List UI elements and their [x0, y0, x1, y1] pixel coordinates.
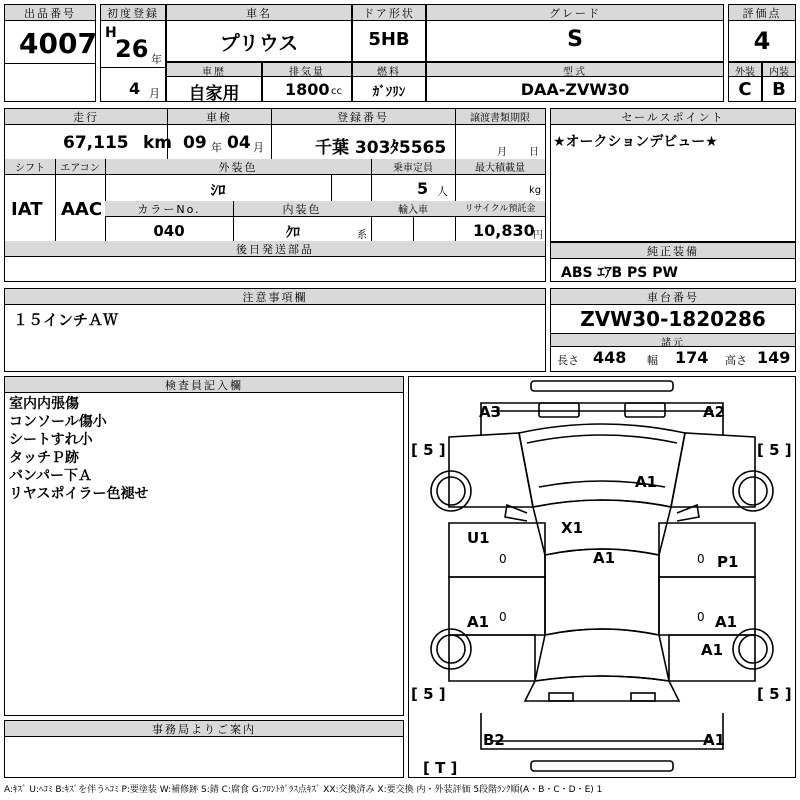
lot-label: 出品番号 [5, 5, 95, 21]
damage-mark-rear-A1: A1 [703, 731, 726, 749]
ac-value: AAC [61, 199, 103, 220]
equip-value: ABS ｴｱB PS PW [561, 265, 678, 281]
history-value: 自家用 [188, 84, 240, 104]
chassis-box [550, 288, 796, 372]
door-value: 5HB [368, 29, 410, 50]
chassis-label: 車台番号 [551, 289, 795, 305]
height-label: 高さ [725, 354, 747, 367]
inspector-line: バンパー下Ａ [9, 468, 93, 484]
grade-box [426, 4, 724, 62]
reg-year: 26 [115, 35, 149, 63]
int-value: B [772, 79, 786, 100]
shift-label: シフト [5, 159, 55, 175]
equip-label: 純正装備 [551, 243, 795, 259]
inspector-line: リヤスポイラー色褪せ [9, 486, 149, 502]
first-reg-label: 初度登録 [101, 5, 165, 21]
zero-mark: 0 [697, 610, 705, 624]
inspector-line: 室内内張傷 [9, 396, 79, 412]
damage-mark-roof-A1: A1 [593, 549, 616, 567]
recycle-unit: 円 [533, 230, 543, 241]
score-label: 評価点 [729, 5, 795, 21]
reg-month: 4 [129, 79, 141, 98]
transfer-label: 譲渡書類期限 [455, 109, 545, 125]
car-name: プリウス [219, 31, 299, 55]
history-box [166, 62, 262, 102]
insp-month: 04 [227, 133, 251, 153]
load-label: 最大積載量 [455, 159, 545, 175]
tire-label-spare: [ T ] [423, 759, 458, 777]
color-label: 外装色 [105, 159, 371, 175]
month-unit: 月 [149, 87, 160, 100]
lot-box [4, 4, 96, 102]
color-value: ｼﾛ [210, 181, 226, 199]
fuel-box [352, 62, 426, 102]
width-label: 幅 [647, 354, 658, 367]
grade-label: グレード [427, 5, 723, 21]
score-box [728, 4, 796, 62]
displacement-value: 1800 [285, 80, 330, 99]
length-label: 長さ [557, 354, 579, 367]
transfer-day: 日 [529, 147, 539, 158]
int-color-value: ｸﾛ [286, 225, 300, 241]
chassis-value: ZVW30-1820286 [580, 307, 766, 331]
width-value: 174 [675, 348, 709, 367]
capacity-value: 5 [417, 179, 429, 198]
displacement-box [262, 62, 352, 102]
car-name-box [166, 4, 352, 62]
interior-score-box [762, 62, 796, 102]
era: H [105, 25, 117, 41]
damage-mark-A3: A3 [479, 403, 502, 421]
office-label: 事務局よりご案内 [5, 721, 403, 737]
capacity-label: 乗車定員 [371, 159, 455, 175]
inspector-box [4, 376, 404, 716]
int-color-label: 内装色 [233, 201, 371, 217]
car-name-label: 車名 [167, 5, 351, 21]
inspector-line: タッチＰ跡 [9, 450, 79, 466]
model-label: 型式 [427, 63, 723, 77]
door-label: ドア形状 [353, 5, 425, 21]
first-registration-box [100, 4, 166, 102]
import-label: 輸入車 [371, 201, 455, 217]
plate-value: 千葉 303ﾀ5565 [315, 138, 447, 158]
inspection-label: 車検 [167, 109, 271, 125]
mileage-unit: km [143, 133, 173, 153]
damage-mark-hood-A1: A1 [635, 473, 658, 491]
tire-label-rear-right: [ 5 ] [757, 685, 792, 703]
insp-month-unit: 月 [253, 141, 264, 154]
caution-label: 注意事項欄 [5, 289, 545, 305]
history-label: 車歴 [167, 63, 261, 77]
selling-point-box [550, 108, 796, 242]
car-damage-diagram [409, 377, 795, 777]
damage-mark-rear-right-A1: A1 [701, 641, 724, 659]
damage-mark-U1: U1 [467, 529, 490, 547]
recycle-label: リサイクル預託金 [455, 201, 545, 217]
lot-number: 4007 [19, 27, 97, 60]
model-box [426, 62, 724, 102]
displacement-unit: cc [331, 86, 342, 97]
transfer-month: 月 [497, 147, 507, 158]
plate-label: 登録番号 [271, 109, 455, 125]
fuel-label: 燃料 [353, 63, 425, 77]
damage-mark-A2: A2 [703, 403, 726, 421]
office-box [4, 720, 404, 778]
mileage-value: 67,115 [63, 133, 129, 153]
selling-value: ★オークションデビュー★ [553, 134, 718, 150]
shift-value: IAT [11, 199, 43, 220]
damage-mark-B2: B2 [483, 731, 505, 749]
ac-label: エアコン [55, 159, 105, 175]
inspector-line: シートすれ小 [9, 432, 93, 448]
inspector-line: コンソール傷小 [9, 414, 107, 430]
inspector-label: 検査員記入欄 [5, 377, 403, 393]
tire-label-front-left: [ 5 ] [411, 441, 446, 459]
insp-year-unit: 年 [211, 141, 222, 154]
mileage-label: 走行 [5, 109, 167, 125]
zero-mark: 0 [697, 552, 705, 566]
ext-value: C [738, 79, 752, 100]
color-no-label: カラーNo. [105, 201, 233, 217]
displacement-label: 排気量 [263, 63, 351, 77]
capacity-unit: 人 [437, 185, 448, 198]
zero-mark: 0 [499, 610, 507, 624]
int-label: 内装 [763, 63, 795, 77]
color-no-value: 040 [153, 222, 185, 240]
damage-mark-P1: P1 [717, 553, 739, 571]
score-value: 4 [753, 27, 771, 55]
door-box [352, 4, 426, 62]
selling-label: セールスポイント [551, 109, 795, 125]
length-value: 448 [593, 348, 627, 367]
damage-mark-left-A1: A1 [467, 613, 490, 631]
spec-label: 諸元 [551, 333, 795, 347]
model-value: DAA-ZVW30 [520, 80, 630, 99]
vehicle-info-block [4, 108, 546, 282]
damage-mark-X1: X1 [561, 519, 584, 537]
zero-mark: 0 [499, 552, 507, 566]
load-unit: kg [529, 185, 542, 196]
recycle-value: 10,830 [473, 221, 535, 240]
grade-value: S [567, 27, 583, 52]
later-parts-label: 後日発送部品 [5, 241, 545, 257]
height-value: 149 [757, 348, 791, 367]
int-color-suffix: 系 [357, 230, 367, 241]
fuel-value: ｶﾞｿﾘﾝ [372, 85, 406, 100]
caution-value: １５インチＡＷ [13, 311, 119, 329]
insp-year: 09 [183, 133, 207, 153]
equipment-box [550, 242, 796, 282]
tire-label-front-right: [ 5 ] [757, 441, 792, 459]
caution-box [4, 288, 546, 372]
year-unit: 年 [151, 53, 162, 66]
tire-label-rear-left: [ 5 ] [411, 685, 446, 703]
exterior-score-box [728, 62, 762, 102]
damage-mark-right-A1: A1 [715, 613, 738, 631]
legend-text: A:ｷｽﾞ U:ﾍｺﾐ B:ｷｽﾞを伴うﾍｺﾐ P:要塗装 W:補修跡 S:錆 C:腐食 G:ﾌﾛﾝﾄｶﾞﾗｽ点ｷｽﾞ XX:交換済み X:要交換 内・外装評価 5段階ﾗﾝｸ順(A・B・C・D・E) 1 [4, 785, 603, 795]
damage-diagram-box [408, 376, 796, 778]
ext-label: 外装 [729, 63, 761, 77]
